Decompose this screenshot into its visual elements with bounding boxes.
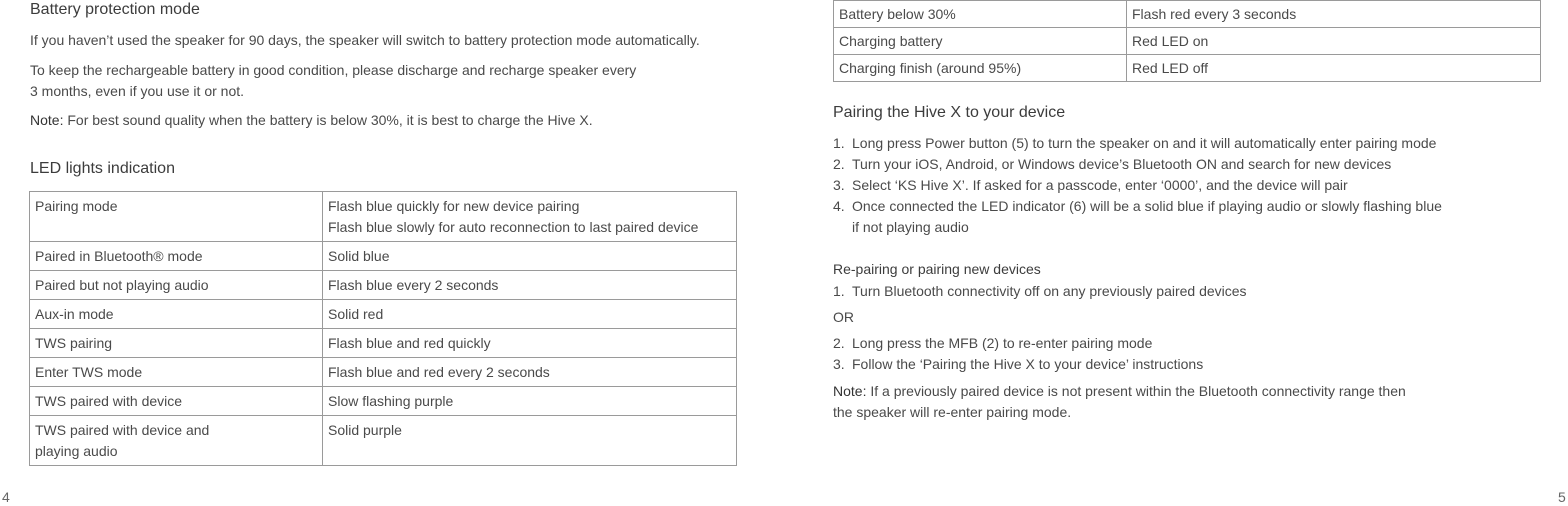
- step-text-line2: if not playing audio: [852, 219, 969, 235]
- list-item: [833, 333, 1203, 354]
- led-indication-cell: Slow flashing purple: [323, 387, 737, 416]
- battery-indication-cell: Red LED off: [1127, 55, 1541, 82]
- step-text: Follow the ‘Pairing the Hive X to your device’ instructions: [852, 356, 1204, 372]
- led-indication-cell: Flash blue and red quickly: [323, 329, 737, 358]
- led-indication-cell: [323, 192, 737, 242]
- note-text: If a previously paired device is not present within the Bluetooth connectivity range then: [866, 383, 1406, 399]
- repairing-step1: [833, 281, 1247, 302]
- list-item: [833, 133, 1442, 154]
- note-label: Note:: [833, 383, 867, 399]
- step-text: Turn your iOS, Android, or Windows device’s Bluetooth ON and search for new devices: [852, 156, 1392, 172]
- battery-state-cell: Battery below 30%: [834, 1, 1127, 28]
- step-number: 3.: [833, 356, 845, 372]
- step-number: 1.: [833, 135, 845, 151]
- battery-protection-para2-line2: 3 months, even if you use it or not.: [30, 83, 245, 99]
- table-row: [30, 358, 737, 387]
- list-item: [833, 196, 1442, 238]
- led-state-cell: Enter TWS mode: [30, 358, 323, 387]
- page-number: 5: [1558, 489, 1566, 505]
- step-number: 3.: [833, 177, 845, 193]
- led-state-cell: TWS paired with device: [30, 387, 323, 416]
- page-number: 4: [2, 489, 10, 505]
- table-row: [30, 300, 737, 329]
- led-indication-cell: Flash blue and red every 2 seconds: [323, 358, 737, 387]
- led-state-cell: TWS pairing: [30, 329, 323, 358]
- battery-protection-para2-line1: To keep the rechargeable battery in good condition, please discharge and recharge speaker every: [30, 62, 637, 78]
- battery-note: [30, 110, 593, 131]
- table-row: [834, 28, 1541, 55]
- led-state-cell: Paired in Bluetooth® mode: [30, 242, 323, 271]
- repairing-steps: [833, 333, 1203, 375]
- table-row: [30, 416, 737, 466]
- led-table: [29, 191, 737, 466]
- table-row: [834, 55, 1541, 82]
- list-item: [833, 175, 1442, 196]
- repairing-heading: Re-pairing or pairing new devices: [833, 261, 1041, 277]
- state-line: TWS paired with device and: [35, 422, 210, 438]
- left-page: [0, 0, 780, 506]
- indication-line: Flash blue slowly for auto reconnection to last paired device: [328, 219, 699, 235]
- table-row: [30, 387, 737, 416]
- list-item: [833, 281, 1247, 302]
- led-indication-cell: Solid purple: [323, 416, 737, 466]
- led-indication-cell: Solid blue: [323, 242, 737, 271]
- led-indication-cell: Flash blue every 2 seconds: [323, 271, 737, 300]
- right-page: [780, 0, 1568, 506]
- pairing-heading: Pairing the Hive X to your device: [833, 104, 1066, 121]
- list-item: [833, 354, 1203, 375]
- table-row: [30, 271, 737, 300]
- table-row: [834, 1, 1541, 28]
- step-number: 2.: [833, 156, 845, 172]
- repairing-note-line2: the speaker will re-enter pairing mode.: [833, 404, 1072, 420]
- led-state-cell: Pairing mode: [30, 192, 323, 242]
- table-row: [30, 242, 737, 271]
- battery-protection-heading: Battery protection mode: [30, 1, 200, 18]
- note-label: Note:: [30, 112, 64, 128]
- led-indication-cell: Solid red: [323, 300, 737, 329]
- indication-line: Flash blue quickly for new device pairing: [328, 198, 580, 214]
- led-state-cell: [30, 416, 323, 466]
- step-number: 2.: [833, 335, 845, 351]
- battery-led-table: [833, 0, 1541, 82]
- note-text: For best sound quality when the battery is below 30%, it is best to charge the Hive X.: [63, 112, 593, 128]
- battery-state-cell: Charging finish (around 95%): [834, 55, 1127, 82]
- step-text: Select ‘KS Hive X’. If asked for a passcode, enter ‘0000’, and the device will pair: [852, 177, 1348, 193]
- battery-indication-cell: Red LED on: [1127, 28, 1541, 55]
- battery-state-cell: Charging battery: [834, 28, 1127, 55]
- led-state-cell: Paired but not playing audio: [30, 271, 323, 300]
- table-row: [30, 192, 737, 242]
- table-row: [30, 329, 737, 358]
- step-text: Long press Power button (5) to turn the speaker on and it will automatically enter pairing mode: [852, 135, 1437, 151]
- pairing-steps: [833, 133, 1442, 238]
- led-heading: LED lights indication: [30, 160, 175, 177]
- led-state-cell: Aux-in mode: [30, 300, 323, 329]
- list-item: [833, 154, 1442, 175]
- step-text: Once connected the LED indicator (6) will be a solid blue if playing audio or slowly flashing blue: [852, 198, 1442, 214]
- battery-protection-para1: If you haven’t used the speaker for 90 days, the speaker will switch to battery protection mode automatically.: [30, 32, 700, 48]
- step-number: 1.: [833, 283, 845, 299]
- battery-indication-cell: Flash red every 3 seconds: [1127, 1, 1541, 28]
- step-text: Long press the MFB (2) to re-enter pairing mode: [852, 335, 1153, 351]
- step-text: Turn Bluetooth connectivity off on any previously paired devices: [852, 283, 1247, 299]
- or-text: OR: [833, 309, 854, 325]
- step-number: 4.: [833, 198, 845, 214]
- repairing-note: [833, 381, 1406, 402]
- state-line: playing audio: [35, 443, 118, 459]
